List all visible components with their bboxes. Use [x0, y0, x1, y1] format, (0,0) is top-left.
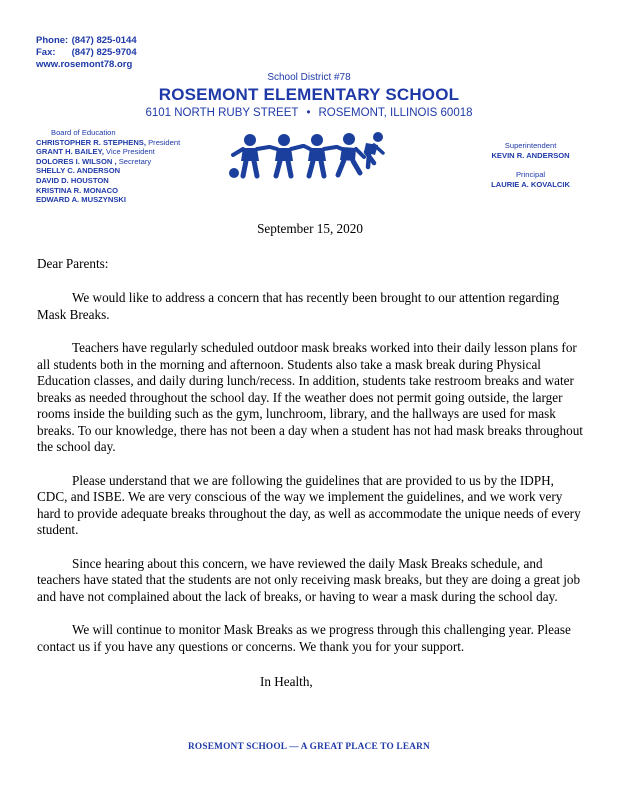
member-role: Secretary [116, 156, 152, 166]
phone-label: Phone: [36, 35, 69, 46]
board-title: Board of Education [51, 128, 116, 137]
principal-name: LAURIE A. KOVALCIK [491, 179, 570, 189]
superintendent-label: Superintendent [504, 141, 557, 150]
fax-label: Fax: [36, 47, 56, 58]
salutation: Dear Parents: [37, 255, 109, 271]
paragraph: We will continue to monitor Mask Breaks as we progress through this challenging year. Please contact us if you have any questions or concerns. We thank you for your support. [37, 622, 571, 654]
board-member [36, 176, 180, 186]
member-name: CHRISTOPHER R. STEPHENS, [36, 137, 146, 147]
member-name: KRISTINA R. MONACO [36, 185, 118, 195]
school-name: ROSEMONT ELEMENTARY SCHOOL [158, 85, 460, 104]
street-address: 6101 NORTH RUBY STREET [145, 107, 299, 119]
principal-label: Principal [515, 170, 546, 180]
board-member [36, 186, 180, 196]
board-member [36, 138, 180, 148]
fax-line [36, 47, 137, 59]
letter-date: September 15, 2020 [257, 221, 363, 236]
children-playing-logo-icon [228, 131, 386, 181]
board-member [36, 157, 180, 167]
closing: In Health, [260, 674, 313, 689]
district-name: School District #78 [267, 72, 351, 83]
board-member [36, 147, 180, 157]
school-address [0, 106, 618, 120]
website-link[interactable]: www.rosemont78.org [36, 59, 133, 70]
administration-block [491, 141, 570, 189]
member-role: President [146, 137, 181, 147]
phone-number: (847) 825-0144 [71, 35, 137, 46]
board-member [36, 166, 180, 176]
contact-block [36, 35, 137, 71]
member-role: Vice President [103, 147, 155, 157]
paragraph: We would like to address a concern that has recently been brought to our attention regarding Mask Breaks. [37, 290, 560, 322]
footer-tagline: ROSEMONT SCHOOL — A GREAT PLACE TO LEARN [188, 742, 430, 752]
address-separator: • [306, 107, 311, 119]
fax-number: (847) 825-9704 [71, 47, 137, 58]
member-name: DOLORES I. WILSON , [36, 156, 117, 166]
phone-line [36, 35, 137, 47]
letterhead [0, 72, 618, 120]
superintendent-name: KEVIN R. ANDERSON [491, 150, 570, 160]
letter-body [37, 221, 583, 691]
city-address: ROSEMONT, ILLINOIS 60018 [318, 107, 473, 119]
paragraph: Please understand that we are following the guidelines that are provided to us by the IDPH, CDC, and ISBE. We are very conscious of the way we implement the guidelines, and we work very hard to provide adequate breaks throughout the day, as well as accommodate the unique needs of every student. [37, 472, 581, 537]
member-name: SHELLY C. ANDERSON [36, 166, 121, 176]
paragraph: Teachers have regularly scheduled outdoor mask breaks worked into their daily lesson plans for all students both in the morning and afternoon. Students also take a mask break during Physical Education classes, and daily during lunch/recess. In addition, students take restroom breaks and water breaks as needed throughout the school day. If the weather does not permit going outside, the larger rooms inside the building such as the gym, lunchroom, library, and the hallways are used for mask breaks. To our knowledge, there has not been a day when a student has not had mask breaks throughout the school day. [37, 340, 583, 454]
member-name: EDWARD A. MUSZYNSKI [36, 195, 127, 205]
board-member [36, 195, 180, 205]
member-name: GRANT H. BAILEY, [36, 147, 104, 157]
member-name: DAVID D. HOUSTON [36, 175, 109, 185]
paragraph: Since hearing about this concern, we have reviewed the daily Mask Breaks schedule, and teachers have stated that the students are not only receiving mask breaks, but they are doing a great job and have not complained about the lack of breaks, or having to wear a mask during the school day. [37, 555, 581, 604]
board-of-education [36, 128, 180, 205]
